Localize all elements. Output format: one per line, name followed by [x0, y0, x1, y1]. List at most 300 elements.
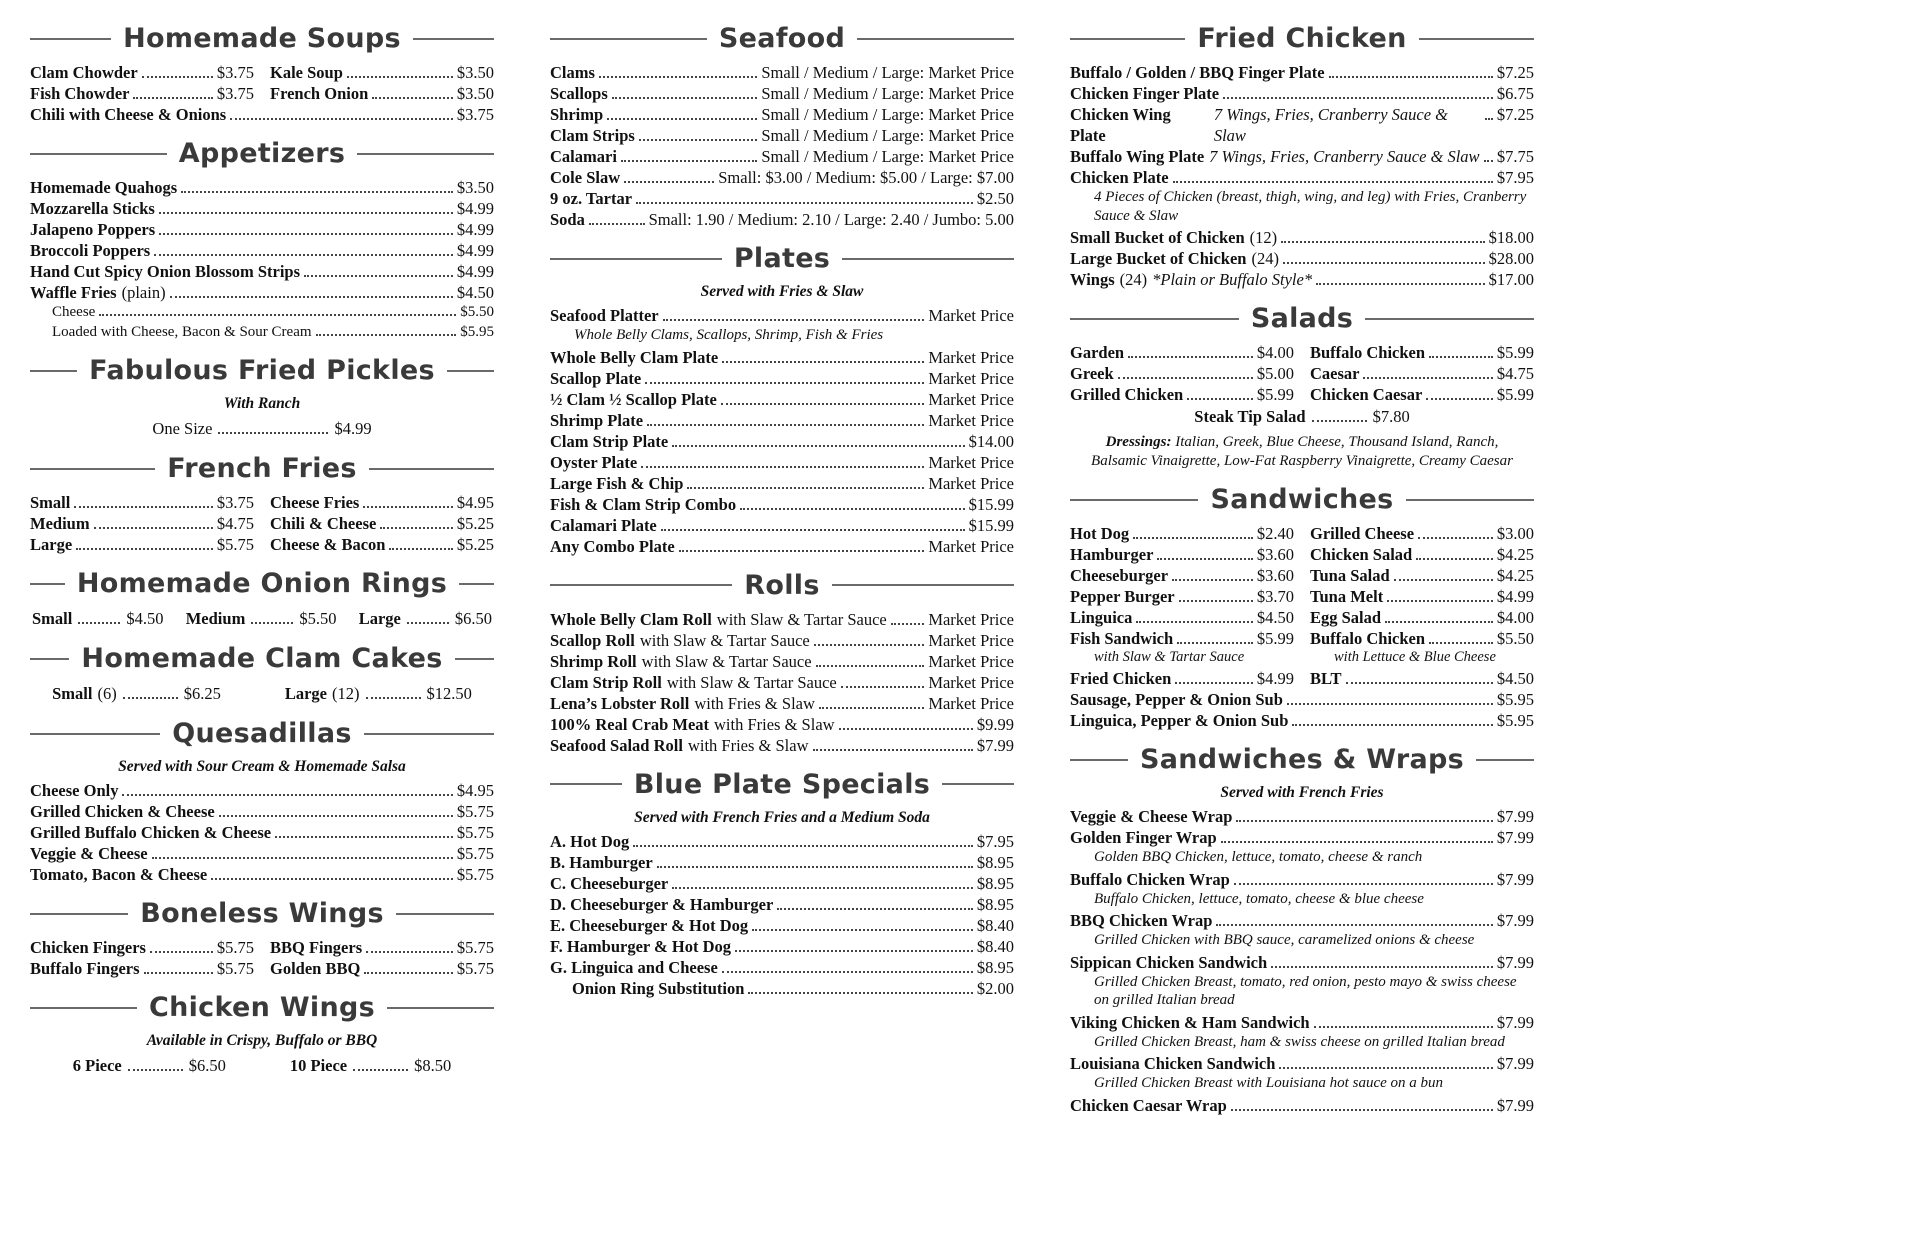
item-name: Tuna Melt — [1310, 587, 1384, 606]
menu-item — [30, 198, 494, 219]
menu-item — [550, 431, 1014, 452]
leader-dots — [589, 223, 645, 225]
item-name: Clams — [550, 63, 595, 82]
item-note: with Fries & Slaw — [714, 714, 835, 734]
item-price: $4.99 — [1496, 587, 1534, 606]
menu-item — [30, 282, 494, 303]
menu-item — [1310, 668, 1534, 689]
leader-dots — [170, 296, 453, 298]
section-title: Fried Chicken — [1197, 23, 1407, 54]
item-price: $3.50 — [456, 63, 494, 82]
item-note: (24) — [1119, 270, 1148, 289]
section-rolls — [550, 569, 1014, 756]
leader-dots — [353, 1069, 408, 1071]
item-name: D. Cheeseburger & Hamburger — [550, 894, 774, 914]
menu-row — [1070, 342, 1534, 363]
menu-item — [550, 630, 1014, 651]
item-name: Cheese & Bacon — [270, 535, 386, 554]
item-name: Calamari Plate — [550, 515, 657, 535]
menu-item — [30, 801, 494, 822]
section-header — [30, 354, 494, 387]
item-name: Fried Chicken — [1070, 669, 1172, 688]
item-price: $8.40 — [976, 936, 1014, 956]
item-name: Clam Chowder — [30, 63, 138, 82]
section-fabulous-fried-pickles — [30, 354, 494, 440]
menu-item — [186, 607, 337, 630]
item-price: $4.75 — [1496, 364, 1534, 383]
menu-item — [550, 104, 1014, 125]
item-name: Seafood Salad Roll — [550, 735, 683, 755]
menu-row-spread — [30, 607, 494, 630]
header-rule-left — [550, 38, 707, 40]
menu-item — [1310, 607, 1534, 628]
menu-item — [1070, 227, 1534, 248]
menu-item — [285, 682, 472, 705]
leader-dots — [735, 950, 973, 952]
item-name: Greek — [1070, 364, 1114, 383]
item-name: Shrimp Roll — [550, 651, 637, 671]
menu-row — [30, 513, 494, 534]
header-rule-left — [1070, 759, 1128, 761]
item-price: $5.75 — [456, 844, 494, 863]
menu-item — [1070, 586, 1294, 607]
menu-item — [30, 937, 254, 958]
leader-dots — [407, 622, 449, 624]
item-name: Golden Finger Wrap — [1070, 828, 1217, 847]
menu-item — [30, 219, 494, 240]
item-price: $3.60 — [1256, 545, 1294, 564]
item-name: Chicken Plate — [1070, 168, 1169, 187]
item-price: $14.00 — [968, 431, 1014, 451]
item-note-italic: *Plain or Buffalo Style* — [1152, 270, 1313, 289]
menu-row — [30, 83, 494, 104]
item-name: E. Cheeseburger & Hot Dog — [550, 915, 749, 935]
item-price: $5.95 — [1496, 690, 1534, 709]
item-name: B. Hamburger — [550, 852, 653, 872]
menu-row — [30, 62, 494, 83]
leader-dots — [891, 623, 925, 625]
item-name: Cheese — [52, 304, 96, 320]
menu-column-2 — [550, 20, 1014, 1011]
section-quesadillas — [30, 717, 494, 885]
header-rule-left — [550, 584, 732, 586]
item-price: $3.00 — [1496, 524, 1534, 543]
item-price: $4.99 — [456, 199, 494, 218]
header-rule-right — [832, 584, 1014, 586]
item-price: Market Price — [928, 306, 1014, 325]
leader-dots — [78, 622, 120, 624]
item-name: Chicken Salad — [1310, 545, 1413, 564]
item-note: (6) — [97, 684, 117, 703]
leader-dots — [142, 76, 213, 78]
item-price: Market Price — [928, 536, 1014, 556]
menu-item — [1310, 384, 1534, 405]
item-name: Grilled Chicken & Cheese — [30, 802, 215, 821]
leader-dots — [1236, 820, 1492, 822]
menu-item — [1070, 628, 1294, 649]
menu-item — [1070, 342, 1294, 363]
leader-dots — [1287, 703, 1493, 705]
section-title: Homemade Soups — [123, 23, 401, 54]
item-name: 10 Piece — [289, 1056, 348, 1075]
item-price: $7.99 — [1496, 869, 1534, 889]
item-price: $4.99 — [456, 241, 494, 260]
item-description: Grilled Chicken with BBQ sauce, caramelized onions & cheese — [1094, 932, 1475, 948]
leader-dots — [159, 233, 453, 235]
menu-row — [1070, 649, 1534, 666]
item-description: Grilled Chicken Breast, ham & swiss cheese on grilled Italian bread — [1094, 1033, 1505, 1050]
item-name: C. Cheeseburger — [550, 873, 669, 893]
leader-dots — [1172, 579, 1253, 581]
leader-dots — [181, 191, 453, 193]
menu-item — [270, 958, 494, 979]
header-rule-left — [550, 783, 622, 785]
menu-item — [30, 104, 494, 125]
item-price: $5.99 — [1256, 629, 1294, 648]
item-price: $7.99 — [1496, 807, 1534, 826]
item-price: $4.25 — [1496, 566, 1534, 585]
leader-dots — [657, 866, 973, 868]
leader-dots — [364, 972, 453, 974]
leader-dots — [841, 686, 925, 688]
item-price: $7.80 — [1372, 407, 1410, 426]
menu-row — [1070, 668, 1534, 689]
item-price: $4.95 — [456, 493, 494, 512]
item-name: Viking Chicken & Ham Sandwich — [1070, 1012, 1310, 1032]
section-header — [30, 991, 494, 1024]
item-name: Small — [30, 493, 71, 512]
item-price: $7.95 — [1496, 168, 1534, 187]
item-name: Shrimp — [550, 105, 604, 124]
item-price: $15.99 — [968, 494, 1014, 514]
leader-dots — [621, 160, 757, 162]
item-name: Medium — [30, 514, 90, 533]
header-rule-right — [459, 583, 494, 585]
leader-dots — [1312, 420, 1367, 422]
item-name: Medium — [185, 609, 246, 628]
item-price: $6.50 — [188, 1056, 226, 1075]
item-price: $4.50 — [456, 283, 494, 302]
item-price: $6.50 — [454, 609, 492, 628]
section-seafood — [550, 22, 1014, 230]
item-price: Market Price — [928, 693, 1014, 713]
item-price: $8.40 — [976, 915, 1014, 935]
menu-item — [30, 958, 254, 979]
leader-dots — [1292, 724, 1492, 726]
leader-dots — [1179, 600, 1253, 602]
menu-item — [30, 177, 494, 198]
menu-item — [550, 347, 1014, 368]
menu-item — [30, 62, 254, 83]
menu-row — [30, 958, 494, 979]
leader-dots — [607, 118, 757, 120]
section-fried-chicken — [1070, 22, 1534, 290]
item-name: Clam Strip Roll — [550, 672, 662, 692]
menu-item — [1070, 62, 1534, 83]
item-name: Lena’s Lobster Roll — [550, 693, 690, 713]
menu-item — [52, 682, 221, 705]
leader-dots — [144, 972, 213, 974]
menu-item — [1070, 806, 1534, 827]
menu-item — [1070, 668, 1294, 689]
leader-dots — [1177, 642, 1253, 644]
menu-item — [30, 323, 494, 343]
menu-item — [1310, 586, 1534, 607]
section-title: Appetizers — [178, 138, 346, 169]
item-name: Scallop Roll — [550, 630, 635, 650]
menu-item — [30, 534, 254, 555]
leader-dots — [1157, 558, 1252, 560]
menu-item — [1070, 167, 1534, 188]
item-price: $12.50 — [426, 684, 472, 703]
leader-dots — [752, 929, 973, 931]
leader-dots — [1346, 682, 1493, 684]
menu-item — [1310, 523, 1534, 544]
menu-item — [30, 843, 494, 864]
menu-item — [1310, 544, 1534, 565]
header-rule-right — [942, 783, 1014, 785]
menu-item — [73, 1054, 226, 1077]
menu-item — [550, 693, 1014, 714]
menu-item — [30, 240, 494, 261]
item-price: $3.50 — [456, 178, 494, 197]
leader-dots — [624, 181, 714, 183]
item-note: (12) — [1249, 228, 1278, 247]
item-name: Caesar — [1310, 364, 1360, 383]
menu-column-1 — [30, 20, 494, 1089]
item-name: Sausage, Pepper & Onion Sub — [1070, 690, 1283, 709]
item-price: Small / Medium / Large: Market Price — [761, 63, 1014, 82]
leader-dots — [1136, 621, 1253, 623]
menu-item — [550, 410, 1014, 431]
item-price: $7.99 — [1496, 828, 1534, 847]
item-description: Buffalo Chicken, lettuce, tomato, cheese & blue cheese — [1094, 890, 1424, 907]
item-name: BBQ Fingers — [270, 938, 363, 957]
item-note: with Slaw & Tartar Sauce — [666, 672, 837, 692]
item-price: $5.95 — [1496, 711, 1534, 730]
menu-item — [1070, 248, 1534, 269]
item-name: Cheese Only — [30, 781, 119, 800]
menu-item — [1070, 869, 1534, 890]
section-header — [30, 642, 494, 675]
menu-item — [550, 915, 1014, 936]
item-note: with Slaw & Tartar Sauce — [716, 609, 887, 629]
item-name: Buffalo / Golden / BBQ Finger Plate — [1070, 63, 1325, 82]
item-description: Grilled Chicken Breast, tomato, red onion, pesto mayo & swiss cheese on grilled Italian bread — [1094, 973, 1517, 1008]
item-price: $3.50 — [456, 84, 494, 103]
leader-dots — [154, 254, 453, 256]
menu-row — [1070, 363, 1534, 384]
leader-dots — [1387, 600, 1493, 602]
leader-dots — [99, 314, 456, 316]
section-homemade-soups — [30, 22, 494, 125]
leader-dots — [123, 697, 178, 699]
menu-item — [32, 607, 163, 630]
header-rule-right — [1365, 318, 1534, 320]
menu-item — [550, 473, 1014, 494]
item-price: $8.50 — [414, 1056, 452, 1075]
item-name: Chicken Finger Plate — [1070, 84, 1220, 103]
item-price: $7.95 — [976, 831, 1014, 851]
menu-item — [1070, 363, 1294, 384]
menu-row — [1070, 565, 1534, 586]
item-name: Pepper Burger — [1070, 587, 1175, 606]
item-price: $4.50 — [1256, 608, 1294, 627]
leader-dots — [1216, 924, 1492, 926]
section-title: Boneless Wings — [140, 898, 384, 929]
item-price: $7.99 — [1496, 1095, 1534, 1115]
leader-dots — [722, 361, 924, 363]
leader-dots — [1175, 682, 1253, 684]
item-price: $2.00 — [976, 978, 1014, 998]
leader-dots — [672, 887, 973, 889]
item-description: with Slaw & Tartar Sauce — [1094, 649, 1245, 665]
section-subtitle: Served with Fries & Slaw — [700, 283, 864, 300]
menu-item — [30, 513, 254, 534]
item-name: Fish & Clam Strip Combo — [550, 494, 737, 514]
section-subtitle: Available in Crispy, Buffalo or BBQ — [146, 1032, 378, 1049]
item-price: $2.40 — [1256, 524, 1294, 543]
leader-dots — [366, 951, 453, 953]
leader-dots — [1221, 841, 1493, 843]
leader-dots — [1231, 1109, 1493, 1111]
section-header — [30, 567, 494, 600]
item-description: Whole Belly Clams, Scallops, Shrimp, Fish & Fries — [574, 327, 884, 343]
leader-dots — [645, 382, 924, 384]
menu-item — [550, 831, 1014, 852]
menu-row-centered — [30, 417, 494, 440]
item-name: Veggie & Cheese Wrap — [1070, 807, 1233, 826]
item-price: $5.75 — [456, 823, 494, 842]
item-price: $6.75 — [1496, 84, 1534, 103]
leader-dots — [1363, 377, 1492, 379]
item-price: Market Price — [928, 630, 1014, 650]
item-price: $3.75 — [216, 493, 254, 512]
header-rule-right — [857, 38, 1014, 40]
header-rule-left — [30, 733, 160, 735]
header-rule-right — [455, 658, 494, 660]
leader-dots — [819, 707, 924, 709]
menu-item — [270, 937, 494, 958]
item-name: Buffalo Chicken — [1310, 343, 1426, 362]
menu-row — [1070, 607, 1534, 628]
section-plates — [550, 242, 1014, 557]
menu-item — [550, 515, 1014, 536]
item-name: Veggie & Cheese — [30, 844, 148, 863]
item-name: Small Bucket of Chicken — [1070, 228, 1245, 247]
item-note: (24) — [1251, 249, 1279, 268]
section-header — [550, 569, 1014, 602]
leader-dots — [1329, 76, 1493, 78]
menu-item — [1070, 710, 1534, 731]
item-price: Market Price — [928, 347, 1014, 367]
leader-dots — [641, 466, 924, 468]
item-name: Grilled Cheese — [1310, 524, 1415, 543]
leader-dots — [679, 550, 925, 552]
menu-item — [550, 609, 1014, 630]
section-header — [30, 897, 494, 930]
menu-item — [1070, 607, 1294, 628]
section-header — [1070, 743, 1534, 776]
leader-dots — [159, 212, 453, 214]
section-subtitle: Served with Sour Cream & Homemade Salsa — [118, 758, 406, 775]
item-price: $5.50 — [299, 609, 337, 628]
menu-item — [30, 780, 494, 801]
item-name: Hot Dog — [1070, 524, 1130, 543]
leader-dots — [1271, 966, 1493, 968]
menu-item — [270, 83, 494, 104]
section-note: Dressings: Italian, Greek, Blue Cheese, Thousand Island, Ranch, Balsamic Vinaigrette, Low-Fat Raspberry Vinaigrette, Creamy Caesar — [1091, 434, 1513, 469]
leader-dots — [366, 697, 421, 699]
item-price: $4.75 — [216, 514, 254, 533]
item-price: $7.99 — [976, 735, 1014, 755]
menu-item — [1070, 146, 1534, 167]
item-price: Market Price — [928, 672, 1014, 692]
item-price: $3.75 — [216, 63, 254, 82]
leader-dots — [122, 794, 452, 796]
header-rule-left — [30, 1007, 137, 1009]
menu-item — [550, 167, 1014, 188]
item-name: Tuna Salad — [1310, 566, 1390, 585]
header-rule-left — [30, 913, 128, 915]
menu-row — [30, 534, 494, 555]
item-price: $8.95 — [976, 852, 1014, 872]
item-name: Calamari — [550, 147, 617, 166]
menu-item — [1070, 1012, 1534, 1033]
section-title: Quesadillas — [172, 718, 352, 749]
section-title: Plates — [733, 243, 831, 274]
item-note: (plain) — [121, 283, 166, 302]
leader-dots — [76, 548, 213, 550]
menu-item — [550, 125, 1014, 146]
menu-item — [1070, 689, 1534, 710]
item-name: Large — [30, 535, 73, 554]
leader-dots — [633, 845, 973, 847]
section-header — [30, 717, 494, 750]
item-name: Grilled Buffalo Chicken & Cheese — [30, 823, 272, 842]
item-name: Hamburger — [1070, 545, 1154, 564]
item-name: Broccoli Poppers — [30, 241, 151, 260]
item-description: Golden BBQ Chicken, lettuce, tomato, cheese & ranch — [1094, 849, 1423, 865]
header-rule-left — [30, 38, 111, 40]
item-price: $8.95 — [976, 957, 1014, 977]
item-note: with Slaw & Tartar Sauce — [641, 651, 812, 671]
header-rule-left — [30, 370, 77, 372]
item-price: $7.99 — [1496, 1012, 1534, 1032]
leader-dots — [251, 622, 293, 624]
leader-dots — [1234, 883, 1493, 885]
section-title: Salads — [1250, 303, 1354, 334]
section-title: Homemade Onion Rings — [76, 568, 448, 599]
leader-dots — [816, 665, 925, 667]
item-name: Small — [32, 609, 73, 628]
menu-item — [30, 822, 494, 843]
item-price: $18.00 — [1488, 228, 1534, 247]
leader-dots — [219, 815, 453, 817]
menu-item — [550, 368, 1014, 389]
item-price: Small / Medium / Large: Market Price — [761, 105, 1014, 124]
menu-item — [1310, 565, 1534, 586]
leader-dots — [1187, 398, 1253, 400]
section-header — [550, 242, 1014, 275]
item-name: Clam Strips — [550, 126, 635, 145]
item-name: Chicken Wing Plate — [1070, 105, 1171, 145]
item-name: Small — [52, 684, 93, 703]
menu-item — [550, 209, 1014, 230]
menu-item — [550, 83, 1014, 104]
item-name: Garden — [1070, 343, 1125, 362]
leader-dots — [230, 118, 453, 120]
